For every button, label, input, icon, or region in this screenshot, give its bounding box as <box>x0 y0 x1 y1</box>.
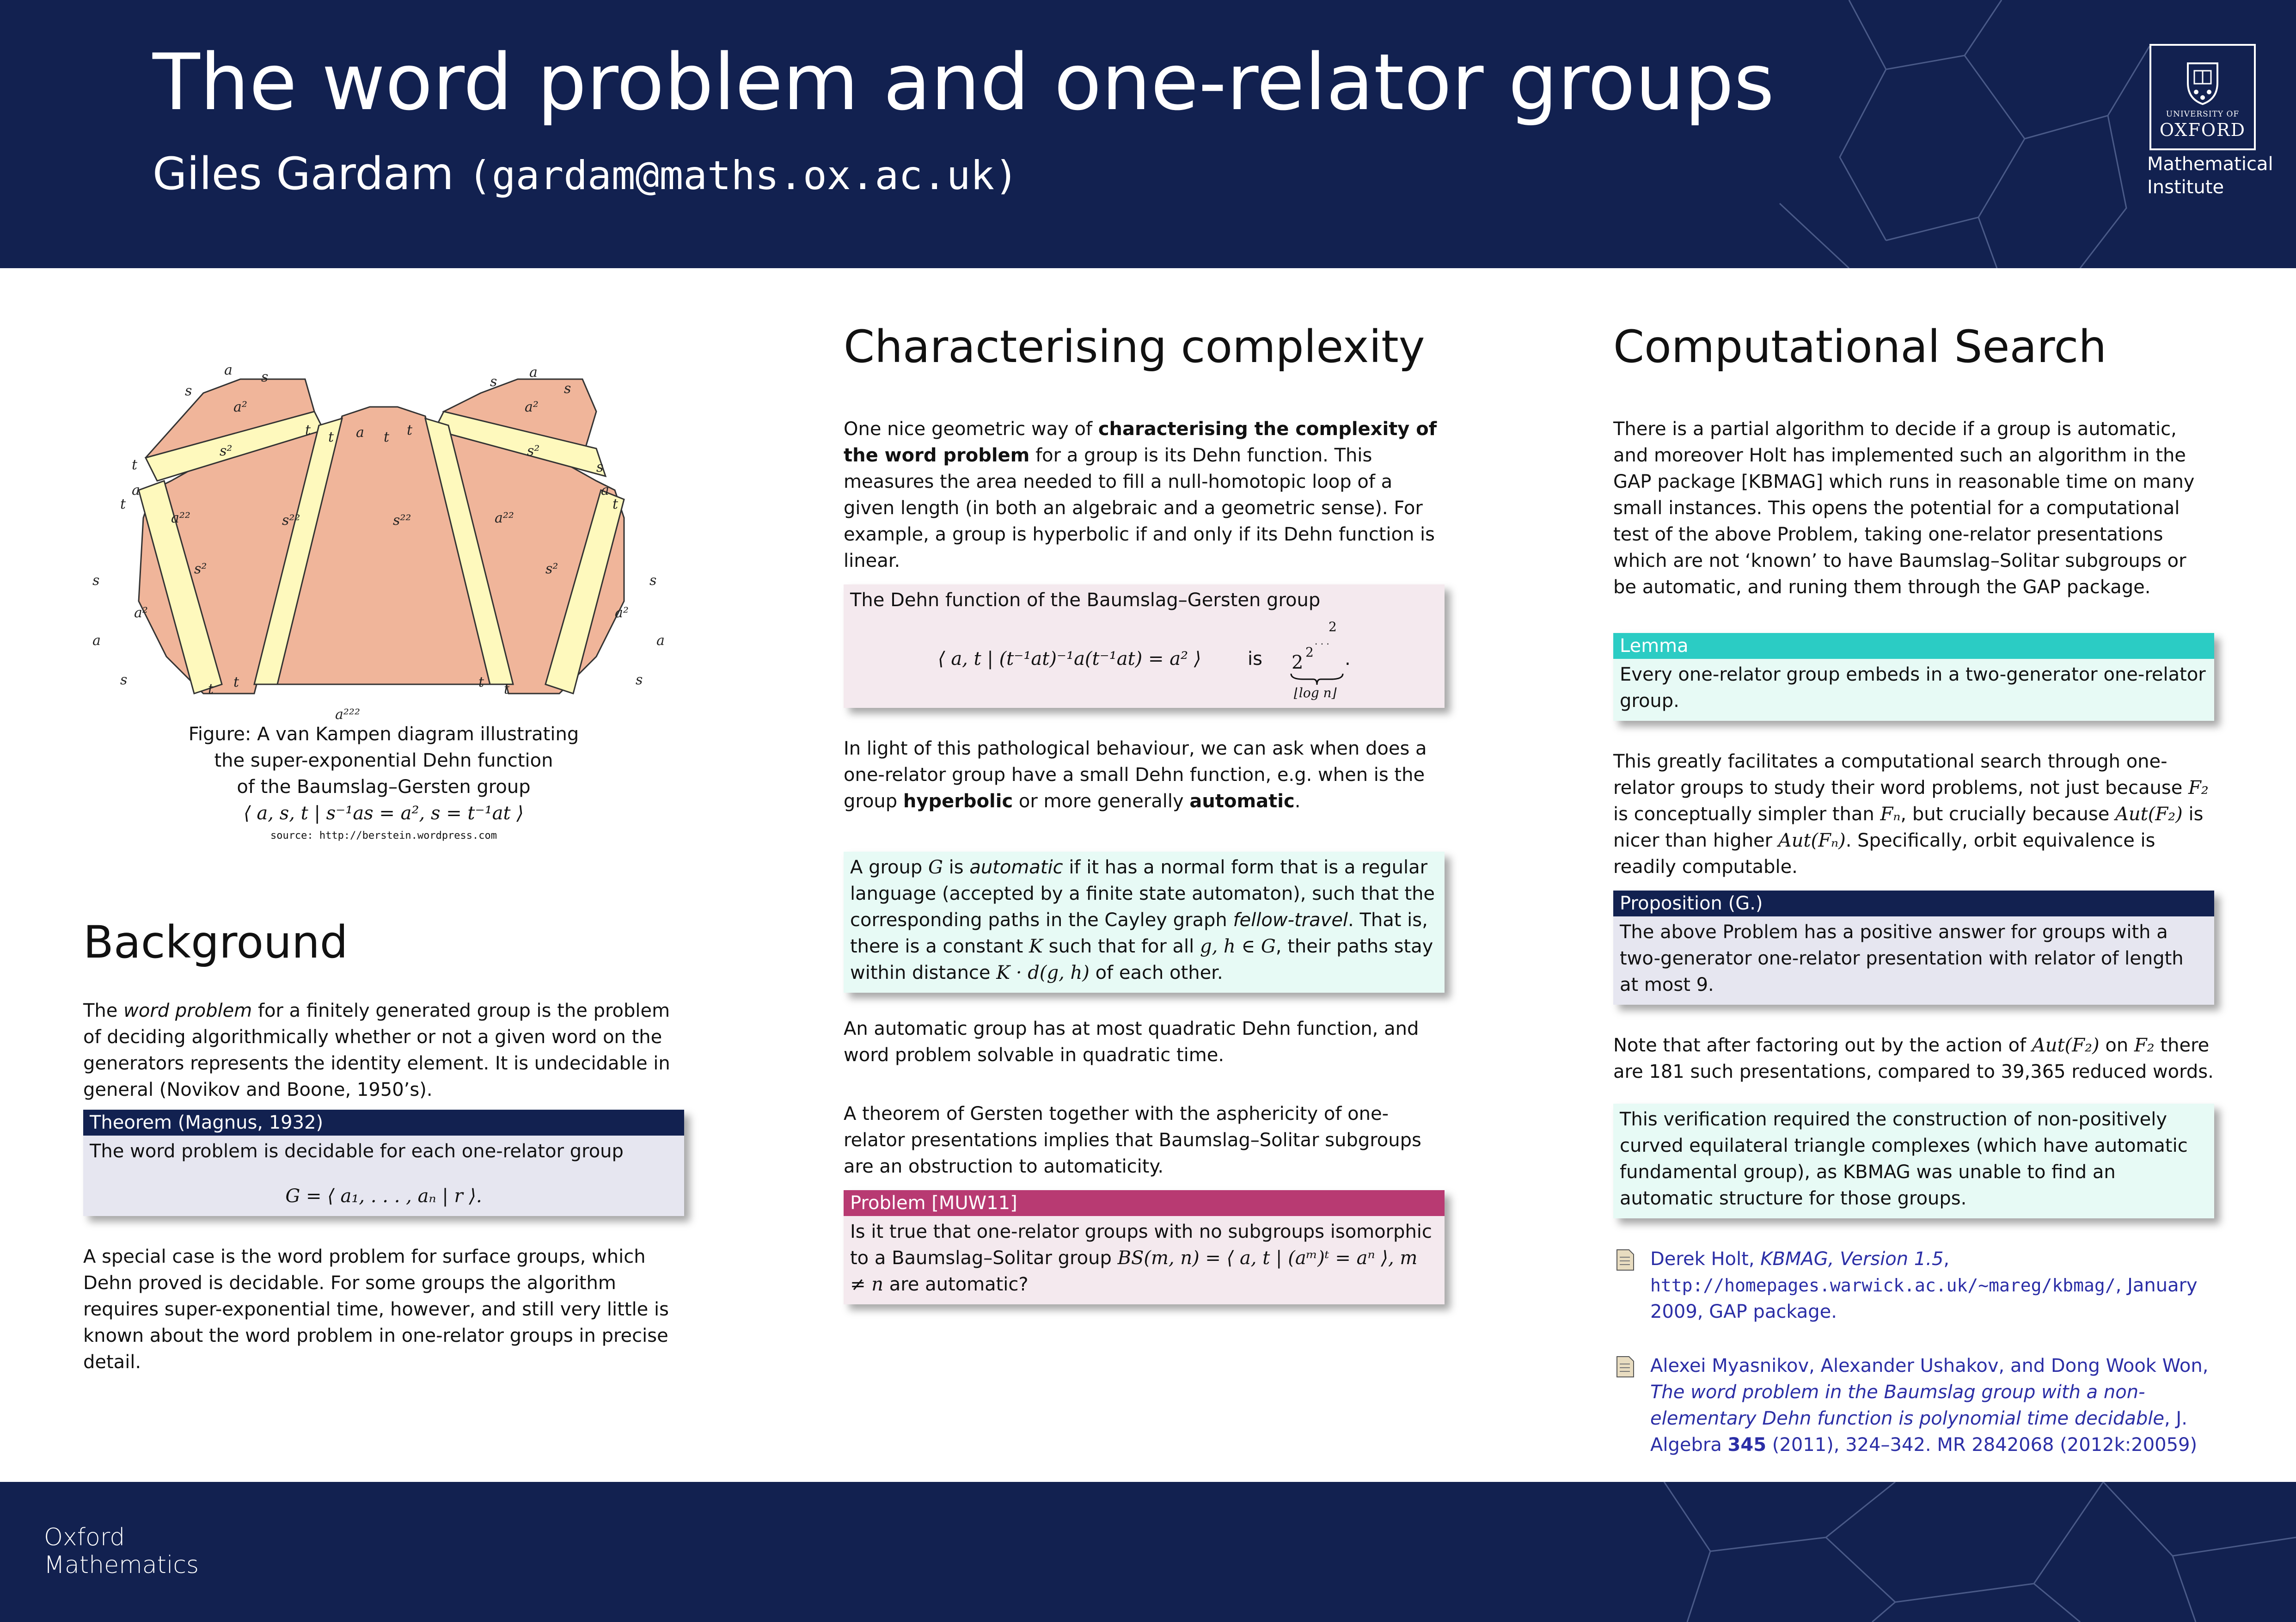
svg-text:a²: a² <box>134 605 148 621</box>
svg-text:t: t <box>328 429 334 445</box>
lemma-body: Every one-relator group embeds in a two-generator one-relator group. <box>1613 659 2214 721</box>
svg-text:a: a <box>529 364 538 381</box>
footer-banner <box>0 1482 2296 1622</box>
problem-box <box>844 1190 1445 1304</box>
dehn-intro: The Dehn function of the Baumslag–Gersten group <box>850 590 1321 611</box>
theorem-title: Theorem (Magnus, 1932) <box>83 1110 684 1136</box>
svg-text:s²: s² <box>527 443 540 459</box>
svg-text:a: a <box>601 482 609 498</box>
dehn-function-box <box>844 584 1445 708</box>
column-left <box>83 342 684 1376</box>
dehn-formula: ⟨ a, t | (t⁻¹at)⁻¹a(t⁻¹at) = a² ⟩ <box>938 648 1201 670</box>
svg-text:a²²: a²² <box>171 510 190 526</box>
footer-decoration <box>0 1482 2296 1622</box>
footer-brand <box>44 1524 199 1579</box>
svg-text:t: t <box>384 429 390 445</box>
caption-line-2: the super-exponential Dehn function <box>214 750 553 771</box>
svg-text:a²: a² <box>525 399 539 415</box>
department-line-1: Mathematical <box>2147 154 2273 175</box>
svg-text:s: s <box>120 672 128 688</box>
proposition-box <box>1613 891 2214 1005</box>
reference-kbmag: Derek Holt, KBMAG, Version 1.5, http://homepages.warwick.ac.uk/~mareg/kbmag/, January 2009, GAP package. <box>1613 1246 2214 1325</box>
svg-text:s²: s² <box>545 561 558 577</box>
svg-text:a²²: a²² <box>495 510 514 526</box>
lemma-box <box>1613 633 2214 721</box>
logo-oxford-label: OXFORD <box>2159 120 2246 140</box>
figure-source: source: http://berstein.wordpress.com <box>270 830 497 842</box>
svg-text:s: s <box>261 369 269 385</box>
svg-text:t: t <box>407 422 413 438</box>
automatic-definition-body: A group G is automatic if it has a normal form that is a regular language (accepted by a finite state automaton), such that the corresponding paths in the Cayley graph fellow-travel. That is, there is a constant K such that for all g, h ∈ G, their paths stay within distance K · d(g, h) of each other. <box>850 857 1435 983</box>
theorem-text: The word problem is decidable for each one-relator group <box>90 1141 624 1162</box>
search-paragraph-1: There is a partial algorithm to decide if a group is automatic, and moreover Holt has implemented such an algorithm in the GAP package [KBMAG] which runs in reasonable time on many small instances. This opens the potential for a computational test of the above Problem, taking one-relator presentations which are not ‘known’ to have Baumslag–Solitar subgroups or be automatic, and runing them through the GAP package. <box>1613 418 2195 598</box>
svg-text:a²²²: a²²² <box>335 707 360 721</box>
svg-text:a: a <box>92 633 101 649</box>
column-right <box>1613 319 2214 1458</box>
footer-brand-line-1: Oxford <box>44 1524 125 1551</box>
lemma-title: Lemma <box>1613 633 2214 659</box>
crest-icon <box>2184 60 2221 106</box>
verification-body: This verification required the construction of non-positively curved equilateral triangle complexes (which have automatic fundamental group), as KBMAG was unable to find an automatic structure for those groups. <box>1620 1109 2188 1209</box>
svg-text:s²: s² <box>194 561 207 577</box>
search-heading: Computational Search <box>1613 321 2107 373</box>
svg-text:a: a <box>356 424 364 441</box>
search-paragraph-3: Note that after factoring out by the action of Aut(F₂) on F₂ there are 181 such presentations, compared to 39,365 reduced words. <box>1613 1035 2214 1082</box>
column-middle <box>844 319 1445 1304</box>
problem-title: Problem [MUW11] <box>844 1190 1445 1216</box>
complexity-heading: Characterising complexity <box>844 321 1425 373</box>
background-heading: Background <box>83 916 348 968</box>
svg-text:a: a <box>656 633 665 649</box>
svg-text:t: t <box>120 496 126 512</box>
dehn-function-body <box>844 584 1445 708</box>
search-paragraph-2: This greatly facilitates a computational search through one-relator groups to study their word problems, not just because F₂ is conceptually simpler than Fₙ, but crucially because Aut(F₂) is nicer than higher Aut(Fₙ). Specifically, orbit equivalence is readily computable. <box>1613 751 2209 878</box>
tower-dots: · · · <box>1315 639 1329 650</box>
verification-box <box>1613 1104 2214 1218</box>
svg-text:t: t <box>233 674 239 690</box>
dehn-is: is <box>1248 648 1262 670</box>
document-icon <box>1616 1249 1635 1271</box>
tower-exponent: 2 <box>1305 645 1314 660</box>
svg-text:a²: a² <box>615 605 629 621</box>
svg-text:s: s <box>490 374 497 390</box>
problem-body: Is it true that one-relator groups with no subgroups isomorphic to a Baumslag–Solitar group BS(m, n) = ⟨ a, t | (aᵐ)ᵗ = aⁿ ⟩, m ≠ n are automatic? <box>844 1216 1445 1304</box>
complexity-paragraph-2: In light of this pathological behaviour, we can ask when does a one-relator group have a small Dehn function, e.g. when is the group hyperbolic or more generally automatic. <box>844 738 1427 812</box>
theorem-formula: G = ⟨ a₁, . . . , aₙ | r ⟩. <box>285 1186 482 1207</box>
underbrace-icon <box>1289 673 1345 687</box>
svg-text:s: s <box>636 672 643 688</box>
svg-text:a: a <box>224 362 233 378</box>
svg-text:s: s <box>564 381 571 397</box>
figure-caption <box>83 721 684 827</box>
complexity-paragraph-1: One nice geometric way of characterising the complexity of the word problem for a group is its Dehn function. This measures the area needed to fill a null-homotopic loop of a given length (in both an algebraic and a geometric sense). For example, a group is hyperbolic if and only if its Dehn function is linear. <box>844 418 1437 571</box>
theorem-box <box>83 1110 684 1216</box>
reference-muw: Alexei Myasnikov, Alexander Ushakov, and Dong Wook Won, The word problem in the Baumslag group with a non-elementary Dehn function is polynomial time decidable, J. Algebra 345 (2011), 324–342. MR 2842068 (2012k:20059) <box>1613 1353 2214 1458</box>
kbmag-url[interactable]: http://homepages.warwick.ac.uk/~mareg/kbmag/ <box>1650 1275 2116 1296</box>
caption-formula: ⟨ a, s, t | s⁻¹as = a², s = t⁻¹at ⟩ <box>244 803 524 824</box>
tower-period: . <box>1345 648 1351 670</box>
department-label <box>2147 153 2286 199</box>
caption-line-3: of the Baumslag–Gersten group <box>237 776 531 798</box>
svg-text:a²: a² <box>233 399 247 415</box>
dehn-formula-row <box>850 614 1438 701</box>
van-kampen-diagram <box>83 342 684 721</box>
footer-brand-line-2: Mathematics <box>44 1551 199 1579</box>
background-paragraph-2: A special case is the word problem for surface groups, which Dehn proved is decidable. For some groups the algorithm requires super-exponential time, however, and still very little is known about the word problem in one-relator groups in precise detail. <box>83 1246 669 1373</box>
document-icon <box>1616 1356 1635 1378</box>
svg-text:t: t <box>612 496 618 512</box>
author-email: (gardam@maths.ox.ac.uk) <box>468 153 1018 199</box>
department-line-2: Institute <box>2147 177 2224 198</box>
tower-base: 2 <box>1292 652 1304 673</box>
svg-text:a: a <box>132 482 140 498</box>
proposition-title: Proposition (G.) <box>1613 891 2214 916</box>
tower-underbrace-label: ⌊log n⌋ <box>1294 685 1337 700</box>
header-banner <box>0 0 2296 268</box>
proposition-body: The above Problem has a positive answer for groups with a two-generator one-relator presentation with relator of length at most 9. <box>1613 916 2214 1005</box>
svg-text:s: s <box>649 572 657 589</box>
complexity-paragraph-4: A theorem of Gersten together with the asphericity of one-relator presentations implies that Baumslag–Solitar subgroups are an obstruction to automaticity. <box>844 1103 1421 1177</box>
oxford-logo <box>2149 44 2256 150</box>
background-paragraph-1: The word problem for a finitely generated group is the problem of deciding algorithmically whether or not a given word on the generators represents the identity element. It is undecidable in general (Novikov and Boone, 1950’s). <box>83 1000 670 1100</box>
svg-text:s: s <box>92 572 100 589</box>
author-name: Giles Gardam <box>153 148 454 200</box>
poster-title: The word problem and one-relator groups <box>153 37 1775 128</box>
complexity-paragraph-3: An automatic group has at most quadratic Dehn function, and word problem solvable in quadratic time. <box>844 1018 1419 1066</box>
author-line <box>153 148 1018 200</box>
automatic-definition-box <box>844 852 1445 993</box>
svg-text:s: s <box>596 459 604 475</box>
svg-text:s²²: s²² <box>282 512 300 528</box>
theorem-body <box>83 1136 684 1216</box>
logo-university-label: UNIVERSITY OF <box>2166 110 2240 119</box>
svg-text:s²²: s²² <box>393 512 411 528</box>
svg-text:s²: s² <box>220 443 233 459</box>
svg-text:t: t <box>132 457 138 473</box>
caption-line-1: Figure: A van Kampen diagram illustrating <box>188 724 579 745</box>
svg-text:t: t <box>208 681 214 697</box>
svg-text:t: t <box>504 681 510 697</box>
svg-text:t: t <box>305 422 311 438</box>
svg-text:t: t <box>478 674 484 690</box>
tower-top: 2 <box>1329 619 1337 634</box>
svg-text:s: s <box>185 383 192 399</box>
